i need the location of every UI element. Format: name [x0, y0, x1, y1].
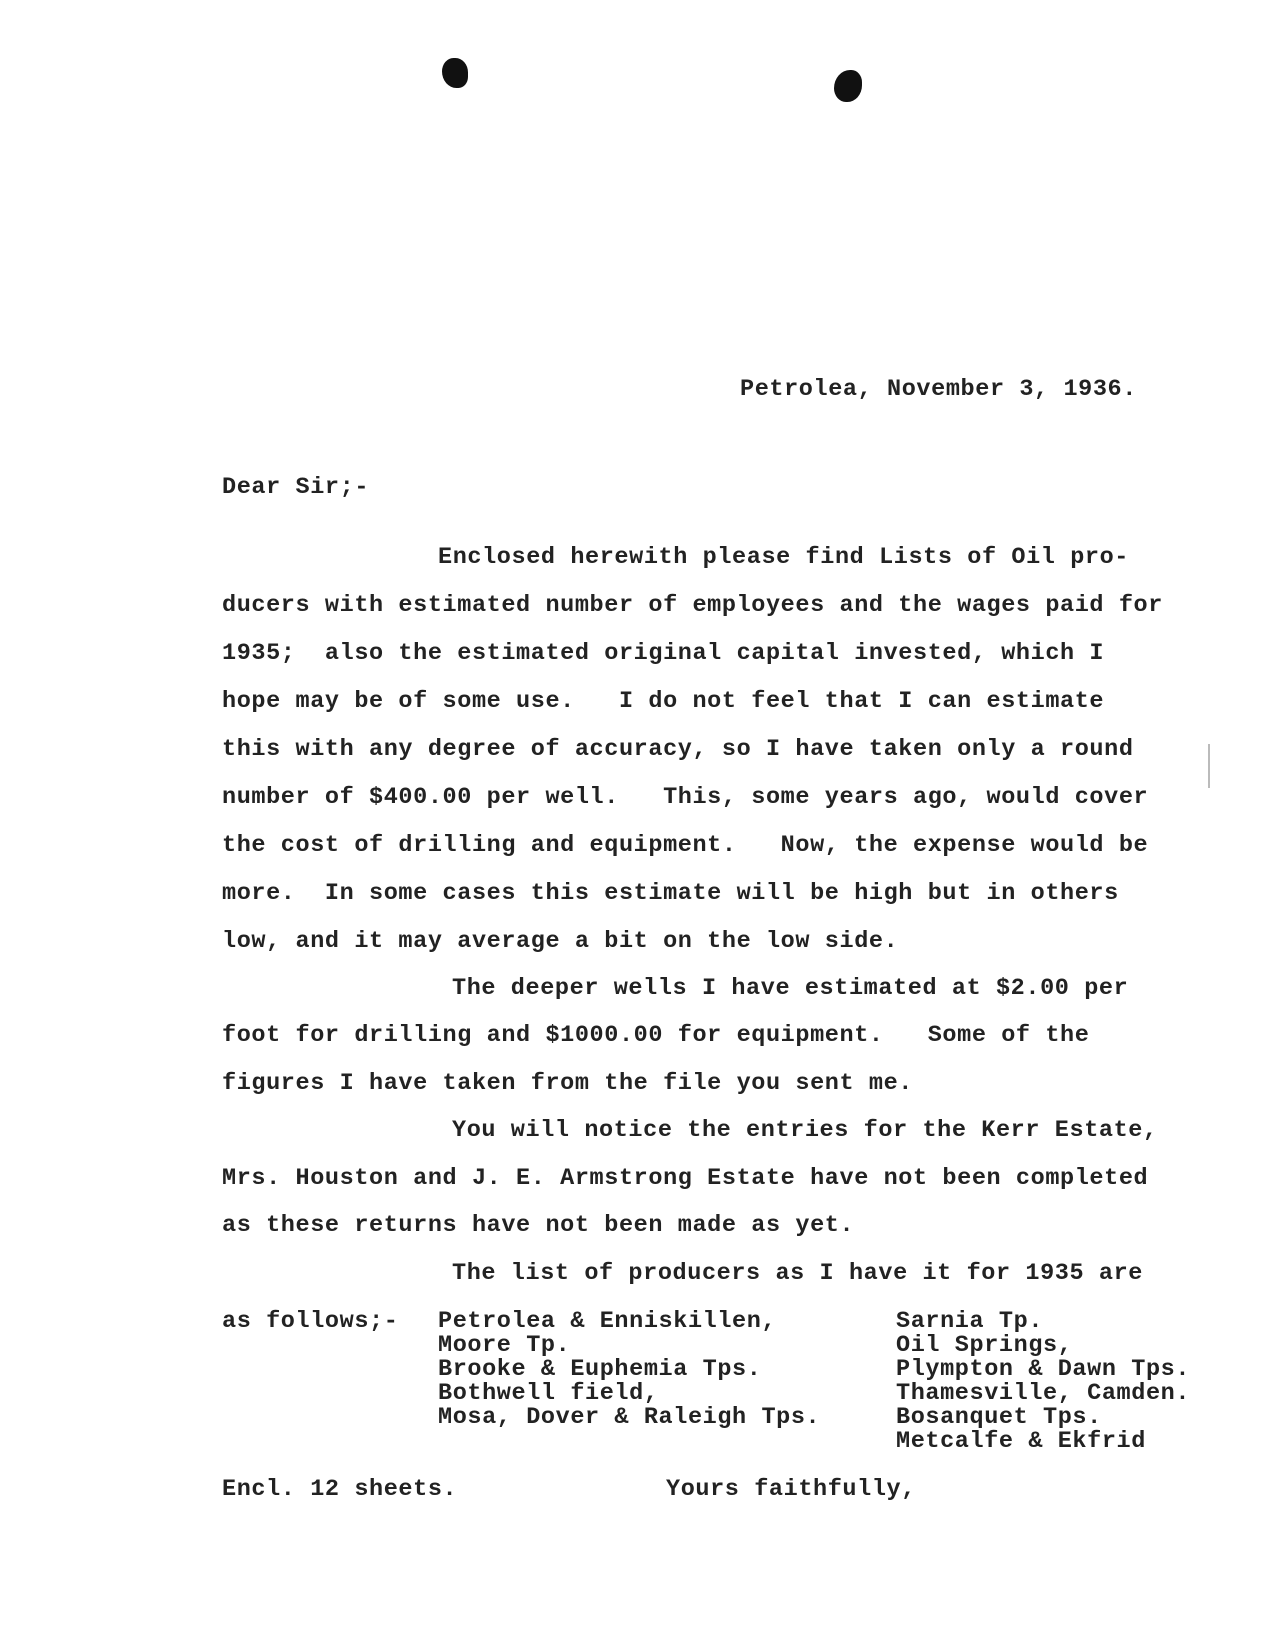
body-line: You will notice the entries for the Kerr Estate,: [452, 1117, 1158, 1144]
producer-list-item: Bosanquet Tps.: [896, 1404, 1102, 1431]
producer-list-item: Oil Springs,: [896, 1332, 1073, 1359]
body-line: foot for drilling and $1000.00 for equipment. Some of the: [222, 1022, 1090, 1049]
body-line: the cost of drilling and equipment. Now, the expense would be: [222, 832, 1149, 859]
ink-blot-right: [834, 70, 862, 102]
producer-list-item: Petrolea & Enniskillen,: [438, 1308, 777, 1335]
enclosure-note: Encl. 12 sheets.: [222, 1476, 458, 1503]
producer-list-item: Moore Tp.: [438, 1332, 571, 1359]
body-line: this with any degree of accuracy, so I have taken only a round: [222, 736, 1134, 763]
body-line: low, and it may average a bit on the low side.: [222, 928, 899, 955]
body-line: Mrs. Houston and J. E. Armstrong Estate have not been completed: [222, 1165, 1149, 1192]
producer-list-item: Sarnia Tp.: [896, 1308, 1044, 1335]
list-intro: as follows;-: [222, 1308, 399, 1335]
producer-list-item: Brooke & Euphemia Tps.: [438, 1356, 762, 1383]
closing: Yours faithfully,: [666, 1476, 916, 1503]
producer-list-item: Mosa, Dover & Raleigh Tps.: [438, 1404, 821, 1431]
body-line: more. In some cases this estimate will be high but in others: [222, 880, 1119, 907]
ink-blot-left: [442, 58, 468, 88]
body-line: figures I have taken from the file you sent me.: [222, 1070, 914, 1097]
body-line: number of $400.00 per well. This, some years ago, would cover: [222, 784, 1149, 811]
producer-list-item: Bothwell field,: [438, 1380, 659, 1407]
body-line: Enclosed herewith please find Lists of Oil pro-: [438, 544, 1130, 571]
body-line: 1935; also the estimated original capital invested, which I: [222, 640, 1105, 667]
page-edge-mark: [1208, 744, 1210, 788]
salutation: Dear Sir;-: [222, 474, 370, 501]
body-line: as these returns have not been made as yet.: [222, 1212, 855, 1239]
producer-list-item: Thamesville, Camden.: [896, 1380, 1191, 1407]
body-line: The deeper wells I have estimated at $2.00 per: [452, 975, 1129, 1002]
body-line: hope may be of some use. I do not feel that I can estimate: [222, 688, 1105, 715]
body-line: ducers with estimated number of employees and the wages paid for: [222, 592, 1163, 619]
producer-list-item: Metcalfe & Ekfrid: [896, 1428, 1146, 1455]
body-line: The list of producers as I have it for 1935 are: [452, 1260, 1144, 1287]
producer-list-item: Plympton & Dawn Tps.: [896, 1356, 1191, 1383]
dateline: Petrolea, November 3, 1936.: [740, 376, 1137, 403]
